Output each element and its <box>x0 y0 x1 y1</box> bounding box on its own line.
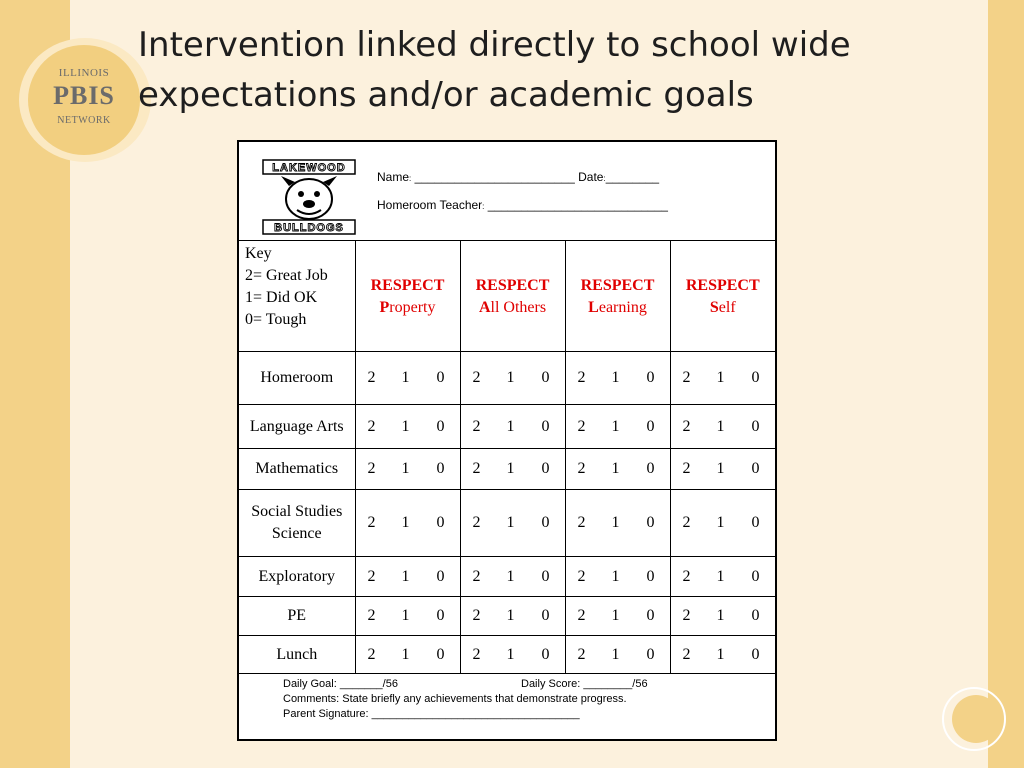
category-word: ll Others <box>490 299 547 316</box>
rating-0[interactable]: 0 <box>751 460 760 477</box>
category-respect-property <box>355 241 460 352</box>
rating-cell[interactable] <box>460 557 565 597</box>
category-initial: L <box>588 299 599 316</box>
rating-cell[interactable] <box>670 449 775 490</box>
rating-1[interactable]: 1 <box>401 645 410 663</box>
table-row <box>239 636 775 674</box>
key-title: Key <box>245 245 272 262</box>
subject-name: Homeroom <box>239 352 355 405</box>
rating-cell[interactable] <box>670 352 775 405</box>
rating-1[interactable]: 1 <box>611 514 620 531</box>
rating-2[interactable]: 2 <box>367 567 376 585</box>
rating-cell[interactable] <box>355 405 460 449</box>
rating-0[interactable]: 0 <box>751 567 760 585</box>
rating-1[interactable]: 1 <box>611 645 620 663</box>
rating-cell[interactable] <box>670 597 775 636</box>
subject-name: Language Arts <box>239 405 355 449</box>
rating-2[interactable]: 2 <box>682 460 691 477</box>
rating-2[interactable]: 2 <box>472 369 481 386</box>
rating-2[interactable]: 2 <box>577 567 586 585</box>
category-initial: P <box>379 299 390 316</box>
name-field[interactable]: ________________________ <box>414 170 575 184</box>
rating-2[interactable]: 2 <box>367 645 376 663</box>
rating-cell[interactable] <box>565 636 670 674</box>
category-initial: S <box>709 299 719 316</box>
rating-cell[interactable] <box>355 636 460 674</box>
rating-2[interactable]: 2 <box>577 607 586 624</box>
illinois-pbis-logo <box>28 45 140 155</box>
category-respect-self <box>670 241 775 352</box>
teacher-field[interactable]: ___________________________ <box>487 198 668 212</box>
rating-0[interactable]: 0 <box>646 607 655 624</box>
rating-0[interactable]: 0 <box>436 460 445 477</box>
table-row <box>239 557 775 597</box>
rating-1[interactable]: 1 <box>506 369 515 386</box>
rating-cell[interactable] <box>565 597 670 636</box>
rating-1[interactable]: 1 <box>506 460 515 477</box>
behavior-tracking-form <box>237 140 777 741</box>
key-cell <box>239 241 355 352</box>
form-footer <box>239 674 775 741</box>
rating-0[interactable]: 0 <box>541 460 550 477</box>
teacher-line: Homeroom Teacher: ___________________________ <box>377 198 668 212</box>
rating-1[interactable]: 1 <box>401 369 410 386</box>
rating-2[interactable]: 2 <box>367 514 376 531</box>
logo-line-2: PBIS <box>53 81 115 110</box>
rating-2[interactable]: 2 <box>577 417 586 435</box>
rating-2[interactable]: 2 <box>472 645 481 663</box>
rating-2[interactable]: 2 <box>577 369 586 386</box>
rating-0[interactable]: 0 <box>541 645 550 663</box>
rating-1[interactable]: 1 <box>611 567 620 585</box>
rating-2[interactable]: 2 <box>367 460 376 477</box>
category-respect-learning <box>565 241 670 352</box>
rating-0[interactable]: 0 <box>646 645 655 663</box>
rating-2[interactable]: 2 <box>472 607 481 624</box>
rating-1[interactable]: 1 <box>506 567 515 585</box>
category-heading: RESPECT <box>475 277 550 294</box>
key-great-job: 2= Great Job <box>245 267 328 284</box>
rating-2[interactable]: 2 <box>577 514 586 531</box>
category-respect-all-others <box>460 241 565 352</box>
subject-name: PE <box>239 597 355 636</box>
rating-1[interactable]: 1 <box>716 567 725 585</box>
mascot-bottom-text: BULLDOGS <box>274 222 344 234</box>
rating-cell[interactable] <box>460 636 565 674</box>
rating-cell[interactable] <box>670 405 775 449</box>
category-word: earning <box>598 299 647 316</box>
rating-cell[interactable] <box>565 557 670 597</box>
rating-2[interactable]: 2 <box>472 514 481 531</box>
rating-1[interactable]: 1 <box>716 369 725 386</box>
rating-1[interactable]: 1 <box>716 514 725 531</box>
rating-1[interactable]: 1 <box>611 460 620 477</box>
rating-cell[interactable] <box>355 449 460 490</box>
rating-0[interactable]: 0 <box>646 460 655 477</box>
rating-cell[interactable] <box>355 557 460 597</box>
table-row <box>239 405 775 449</box>
rating-2[interactable]: 2 <box>682 567 691 585</box>
rating-1[interactable]: 1 <box>611 369 620 386</box>
date-label: Date <box>578 170 604 184</box>
rating-0[interactable]: 0 <box>436 369 445 386</box>
category-word: elf <box>718 299 736 316</box>
rating-1[interactable]: 1 <box>506 514 515 531</box>
rating-2[interactable]: 2 <box>367 417 376 435</box>
rating-cell[interactable] <box>460 352 565 405</box>
rating-1[interactable]: 1 <box>401 514 410 531</box>
rating-0[interactable]: 0 <box>541 514 550 531</box>
rating-cell[interactable] <box>565 490 670 557</box>
rating-1[interactable]: 1 <box>506 645 515 663</box>
rating-1[interactable]: 1 <box>716 460 725 477</box>
bulldog-icon <box>261 158 357 236</box>
rating-cell[interactable] <box>355 597 460 636</box>
table-row <box>239 597 775 636</box>
rating-cell[interactable] <box>565 405 670 449</box>
category-heading: RESPECT <box>370 277 445 294</box>
category-initial: A <box>478 299 491 316</box>
rating-0[interactable]: 0 <box>751 645 760 663</box>
rating-cell[interactable] <box>355 490 460 557</box>
decorative-dot <box>952 695 1000 743</box>
rating-0[interactable]: 0 <box>751 514 760 531</box>
mascot-top-text: LAKEWOOD <box>272 162 346 174</box>
rating-2[interactable]: 2 <box>472 417 481 435</box>
rating-cell[interactable] <box>460 449 565 490</box>
rating-0[interactable]: 0 <box>751 369 760 386</box>
form-header <box>239 142 775 241</box>
rating-0[interactable]: 0 <box>541 369 550 386</box>
daily-goal[interactable]: Daily Goal: _______/56 <box>283 678 398 690</box>
rating-2[interactable]: 2 <box>682 369 691 386</box>
rating-0[interactable]: 0 <box>541 417 550 435</box>
logo-line-3: NETWORK <box>57 115 111 126</box>
rating-1[interactable]: 1 <box>716 417 725 435</box>
parent-signature[interactable]: Parent Signature: __________________________________ <box>283 708 580 720</box>
comments-instruction: Comments: State briefly any achievements that demonstrate progress. <box>283 693 627 705</box>
rating-cell[interactable] <box>670 490 775 557</box>
rating-cell[interactable] <box>565 352 670 405</box>
rating-0[interactable]: 0 <box>436 417 445 435</box>
rating-cell[interactable] <box>460 405 565 449</box>
rating-1[interactable]: 1 <box>401 417 410 435</box>
rating-1[interactable]: 1 <box>716 645 725 663</box>
rating-2[interactable]: 2 <box>367 607 376 624</box>
category-heading: RESPECT <box>580 277 655 294</box>
rating-cell[interactable] <box>460 597 565 636</box>
subject-name: Social Studies Science <box>239 490 355 557</box>
rating-0[interactable]: 0 <box>646 417 655 435</box>
rating-0[interactable]: 0 <box>646 369 655 386</box>
name-label: Name <box>377 170 410 184</box>
rating-2[interactable]: 2 <box>682 417 691 435</box>
form-table <box>239 142 775 741</box>
rating-0[interactable]: 0 <box>436 514 445 531</box>
date-field[interactable]: ________ <box>605 170 660 184</box>
category-heading: RESPECT <box>685 277 760 294</box>
rating-0[interactable]: 0 <box>541 567 550 585</box>
subject-name: Exploratory <box>239 557 355 597</box>
rating-cell[interactable] <box>355 352 460 405</box>
slide-title: Intervention linked directly to school wide expectations and/or academic goals <box>138 25 851 115</box>
category-word: roperty <box>389 299 436 316</box>
subject-name: Mathematics <box>239 449 355 490</box>
rating-1[interactable]: 1 <box>506 417 515 435</box>
rating-1[interactable]: 1 <box>716 607 725 624</box>
rating-1[interactable]: 1 <box>611 607 620 624</box>
daily-score[interactable]: Daily Score: ________/56 <box>521 678 648 690</box>
rating-1[interactable]: 1 <box>401 607 410 624</box>
key-did-ok: 1= Did OK <box>245 289 318 306</box>
teacher-label: Homeroom Teacher <box>377 198 483 212</box>
rating-2[interactable]: 2 <box>367 369 376 386</box>
rating-0[interactable]: 0 <box>646 567 655 585</box>
rating-cell[interactable] <box>670 557 775 597</box>
rating-2[interactable]: 2 <box>577 645 586 663</box>
rating-cell[interactable] <box>670 636 775 674</box>
rating-0[interactable]: 0 <box>751 607 760 624</box>
rating-1[interactable]: 1 <box>506 607 515 624</box>
rating-1[interactable]: 1 <box>401 567 410 585</box>
rating-0[interactable]: 0 <box>751 417 760 435</box>
rating-2[interactable]: 2 <box>472 567 481 585</box>
rating-1[interactable]: 1 <box>611 417 620 435</box>
logo-line-1: ILLINOIS <box>58 67 110 79</box>
rating-1[interactable]: 1 <box>401 460 410 477</box>
rating-2[interactable]: 2 <box>682 514 691 531</box>
rating-2[interactable]: 2 <box>682 607 691 624</box>
rating-0[interactable]: 0 <box>436 645 445 663</box>
rating-cell[interactable] <box>460 490 565 557</box>
rating-0[interactable]: 0 <box>436 607 445 624</box>
rating-0[interactable]: 0 <box>436 567 445 585</box>
rating-2[interactable]: 2 <box>472 460 481 477</box>
key-tough: 0= Tough <box>245 311 307 328</box>
rating-2[interactable]: 2 <box>577 460 586 477</box>
table-row <box>239 449 775 490</box>
table-row <box>239 490 775 557</box>
subject-name: Lunch <box>239 636 355 674</box>
rating-2[interactable]: 2 <box>682 645 691 663</box>
rating-0[interactable]: 0 <box>646 514 655 531</box>
table-row <box>239 352 775 405</box>
rating-cell[interactable] <box>565 449 670 490</box>
rating-0[interactable]: 0 <box>541 607 550 624</box>
name-date-line: Name: ________________________ Date:________ <box>377 170 660 184</box>
